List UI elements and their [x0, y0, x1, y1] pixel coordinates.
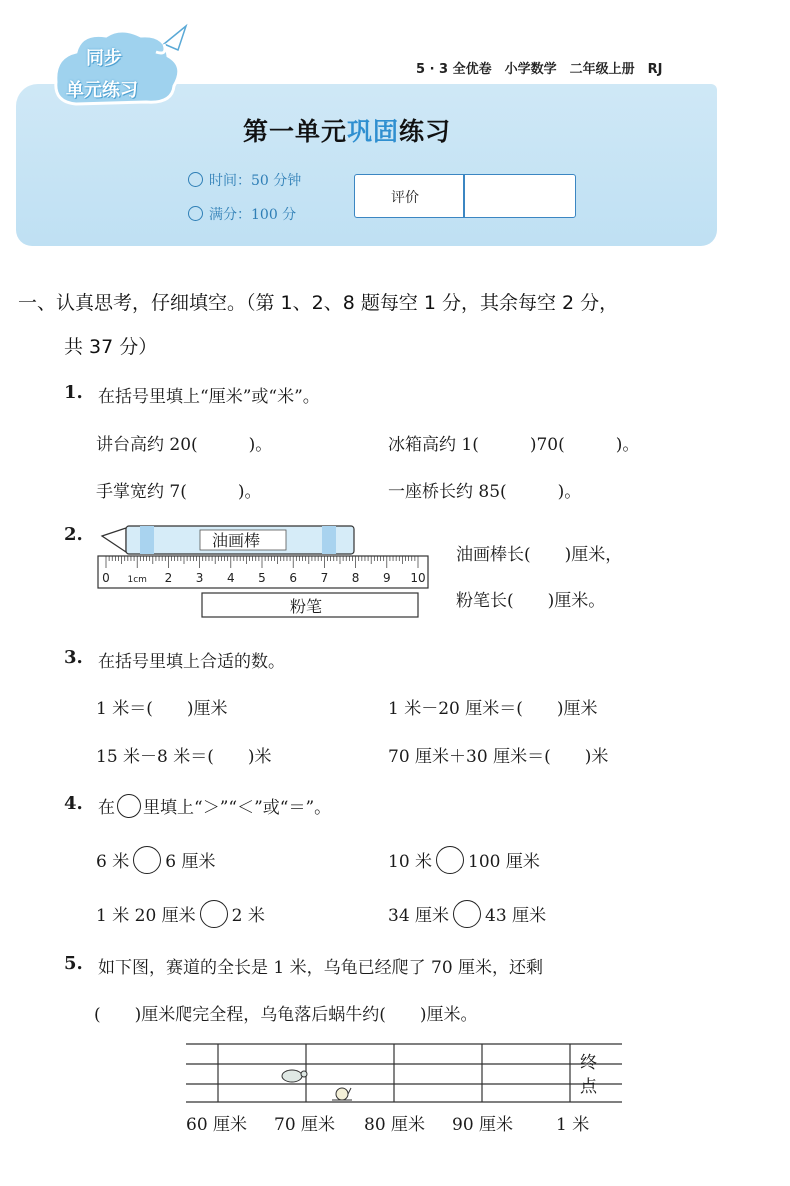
section-1-title-cont: 共 37 分） [64, 336, 158, 358]
track-label: 1 米 [556, 1115, 590, 1135]
q1-item: 讲台高约 20( )。 [96, 435, 273, 455]
q5-text-line2: ( )厘米爬完全程，乌龟落后蜗牛约( )厘米。 [94, 1005, 478, 1025]
compare-circle-icon [117, 794, 141, 818]
q1-prompt: 在括号里填上“厘米”或“米”。 [98, 387, 320, 407]
ruler-tick-label: 10 [410, 571, 426, 585]
compare-circle[interactable] [133, 846, 161, 874]
finish-label-top: 终 [580, 1053, 597, 1073]
ruler-tick-label: 7 [320, 571, 329, 585]
turtle-icon [282, 1070, 307, 1082]
time-info: 时间：50 分钟 [188, 170, 301, 190]
ruler-tick-label: 9 [382, 571, 391, 585]
compare-circle[interactable] [436, 846, 464, 874]
snail-icon [332, 1088, 352, 1100]
check-circle-icon [188, 206, 203, 221]
evaluation-box [354, 174, 576, 218]
evaluation-label: 评价 [391, 190, 419, 206]
crayon-label: 油画棒 [212, 531, 261, 550]
race-track-figure [186, 1036, 626, 1106]
book-info: 5 · 3 全优卷 小学数学 二年级上册 RJ [416, 62, 663, 77]
compare-circle[interactable] [453, 900, 481, 928]
q3-item: 70 厘米＋30 厘米＝( )米 [388, 747, 609, 767]
q2-number: 2. [64, 524, 83, 545]
q3-number: 3. [64, 647, 83, 668]
ruler-tick-label: 1cm [127, 575, 147, 585]
track-label: 70 厘米 [274, 1115, 336, 1135]
q4-item: 10 米 100 厘米 [388, 846, 540, 874]
q4-number: 4. [64, 793, 83, 814]
q1-item: 手掌宽约 7( )。 [96, 482, 262, 502]
q4-prompt: 在 里填上“＞”“＜”或“＝”。 [98, 793, 331, 818]
q3-item: 1 米＝( )厘米 [96, 699, 228, 719]
q4-item: 34 厘米 43 厘米 [388, 900, 546, 928]
q3-item: 15 米－8 米＝( )米 [96, 747, 272, 767]
score-info: 满分：100 分 [188, 204, 296, 224]
ruler-tick-label: 5 [258, 571, 266, 585]
ruler-tick-label: 3 [195, 571, 204, 585]
ruler-tick-label: 6 [289, 571, 298, 585]
ruler-figure [96, 516, 432, 620]
q4-item: 6 米 6 厘米 [96, 846, 215, 874]
clock-icon [188, 172, 203, 187]
page-title: 第一单元巩固练习 [243, 117, 452, 146]
q1-item: 一座桥长约 85( )。 [388, 482, 582, 502]
q1-item: 冰箱高约 1( )70( )。 [388, 435, 640, 455]
section-1-title: 一、认真思考，仔细填空。（第 1、2、8 题每空 1 分，其余每空 2 分， [18, 292, 619, 314]
q2-answer-crayon: 油画棒长( )厘米， [456, 545, 623, 565]
ruler-tick-label: 2 [164, 571, 173, 585]
track-label: 60 厘米 [186, 1115, 248, 1135]
q1-number: 1. [64, 382, 83, 403]
q3-prompt: 在括号里填上合适的数。 [98, 652, 285, 672]
compare-circle[interactable] [200, 900, 228, 928]
ruler-tick-label: 4 [226, 571, 235, 585]
track-label: 80 厘米 [364, 1115, 426, 1135]
track-label: 90 厘米 [452, 1115, 514, 1135]
chalk-label: 粉笔 [290, 597, 323, 616]
evaluation-divider [463, 175, 465, 217]
q4-item: 1 米 20 厘米 2 米 [96, 900, 265, 928]
badge-line1: 同步 [86, 48, 122, 69]
ruler-tick-label: 0 [102, 571, 110, 585]
q2-answer-chalk: 粉笔长( )厘米。 [456, 591, 606, 611]
badge-line2: 单元练习 [66, 80, 138, 101]
finish-label-bottom: 点 [580, 1077, 597, 1097]
q5-text-line1: 如下图，赛道的全长是 1 米，乌龟已经爬了 70 厘米，还剩 [98, 958, 544, 978]
q3-item: 1 米－20 厘米＝( )厘米 [388, 699, 598, 719]
ruler-tick-label: 8 [351, 571, 360, 585]
q5-number: 5. [64, 953, 83, 974]
